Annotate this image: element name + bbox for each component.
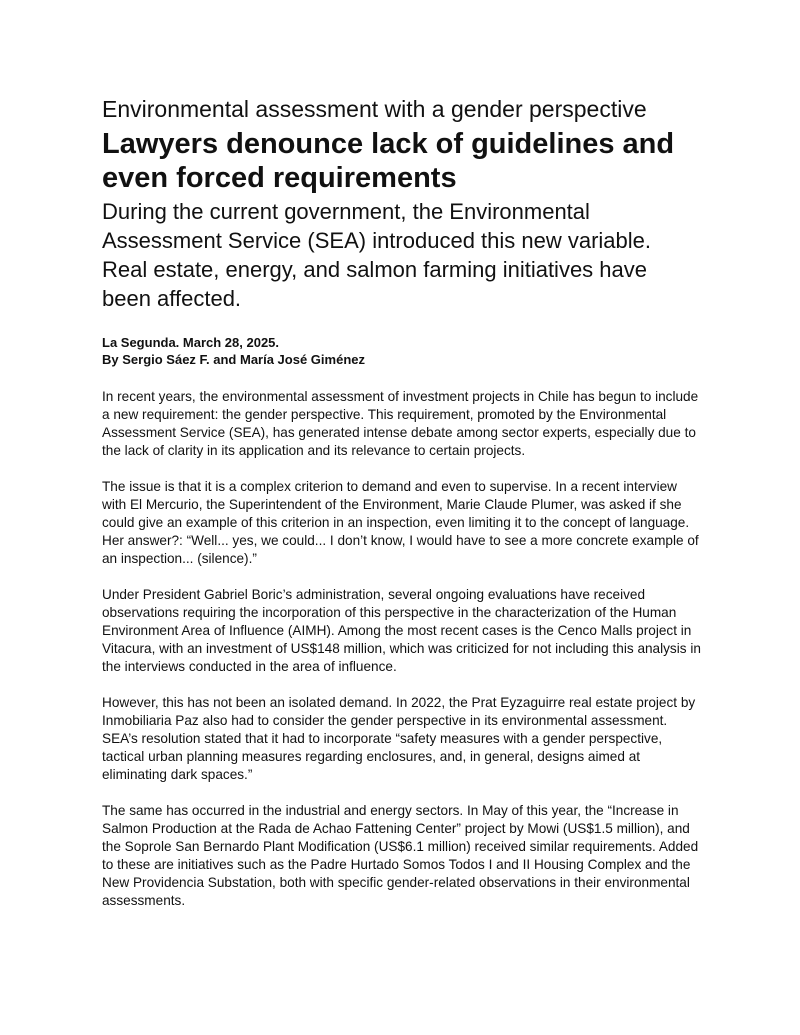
article-deck: During the current government, the Environmental Assessment Service (SEA) introduced this new variable. Real estate, energy, and salmon farming initiatives have been affected. [102,199,652,311]
article-headline: Lawyers denounce lack of guidelines and even forced requirements [102,128,675,194]
body-paragraph: However, this has not been an isolated demand. In 2022, the Prat Eyzaguirre real estate project by Inmobiliaria Paz also had to consider the gender perspective in its environmental assessment. SEA’s resolution stated that it had to incorporate “safety measures with a gender perspective, tactical urban planning measures regarding enclosures, and, in general, designs aimed at eliminating dark spaces.” [102,695,696,782]
byline [102,334,702,368]
body-paragraph: In recent years, the environmental assessment of investment projects in Chile has begun to include a new requirement: the gender perspective. This requirement, promoted by the Environmental Assessment Service (SEA), has generated intense debate among sector experts, especially due to the lack of clarity in its application and its relevance to certain projects. [102,389,699,458]
body-paragraph: The same has occurred in the industrial and energy sectors. In May of this year, the “Increase in Salmon Production at the Rada de Achao Fattening Center” project by Mowi (US$1.5 million), and the Soprole San Bernardo Plant Modification (US$6.1 million) received similar requirements. Added to these are initiatives such as the Padre Hurtado Somos Todos I and II Housing Complex and the New Providencia Substation, both with specific gender-related observations in their environmental assessments. [102,803,699,908]
body-paragraph: The issue is that it is a complex criterion to demand and even to supervise. In a recent interview with El Mercurio, the Superintendent of the Environment, Marie Claude Plumer, was asked if she could give an example of this criterion in an inspection, even limiting it to the concept of language. Her answer?: “Well... yes, we could... I don’t know, I would have to see a more concrete example of an inspection... (silence).” [102,479,699,566]
article [102,96,702,928]
article-kicker: Environmental assessment with a gender perspective [102,96,647,122]
source-date: La Segunda. March 28, 2025. [102,335,280,350]
article-body [102,388,702,910]
authors: By Sergio Sáez F. and María José Giménez [102,352,365,367]
body-paragraph: Under President Gabriel Boric’s administration, several ongoing evaluations have received observations requiring the incorporation of this perspective in the characterization of the Human Environment Area of Influence (AIMH). Among the most recent cases is the Cenco Malls project in Vitacura, with an investment of US$148 million, which was criticized for not including this analysis in the interviews conducted in the area of influence. [102,587,701,674]
